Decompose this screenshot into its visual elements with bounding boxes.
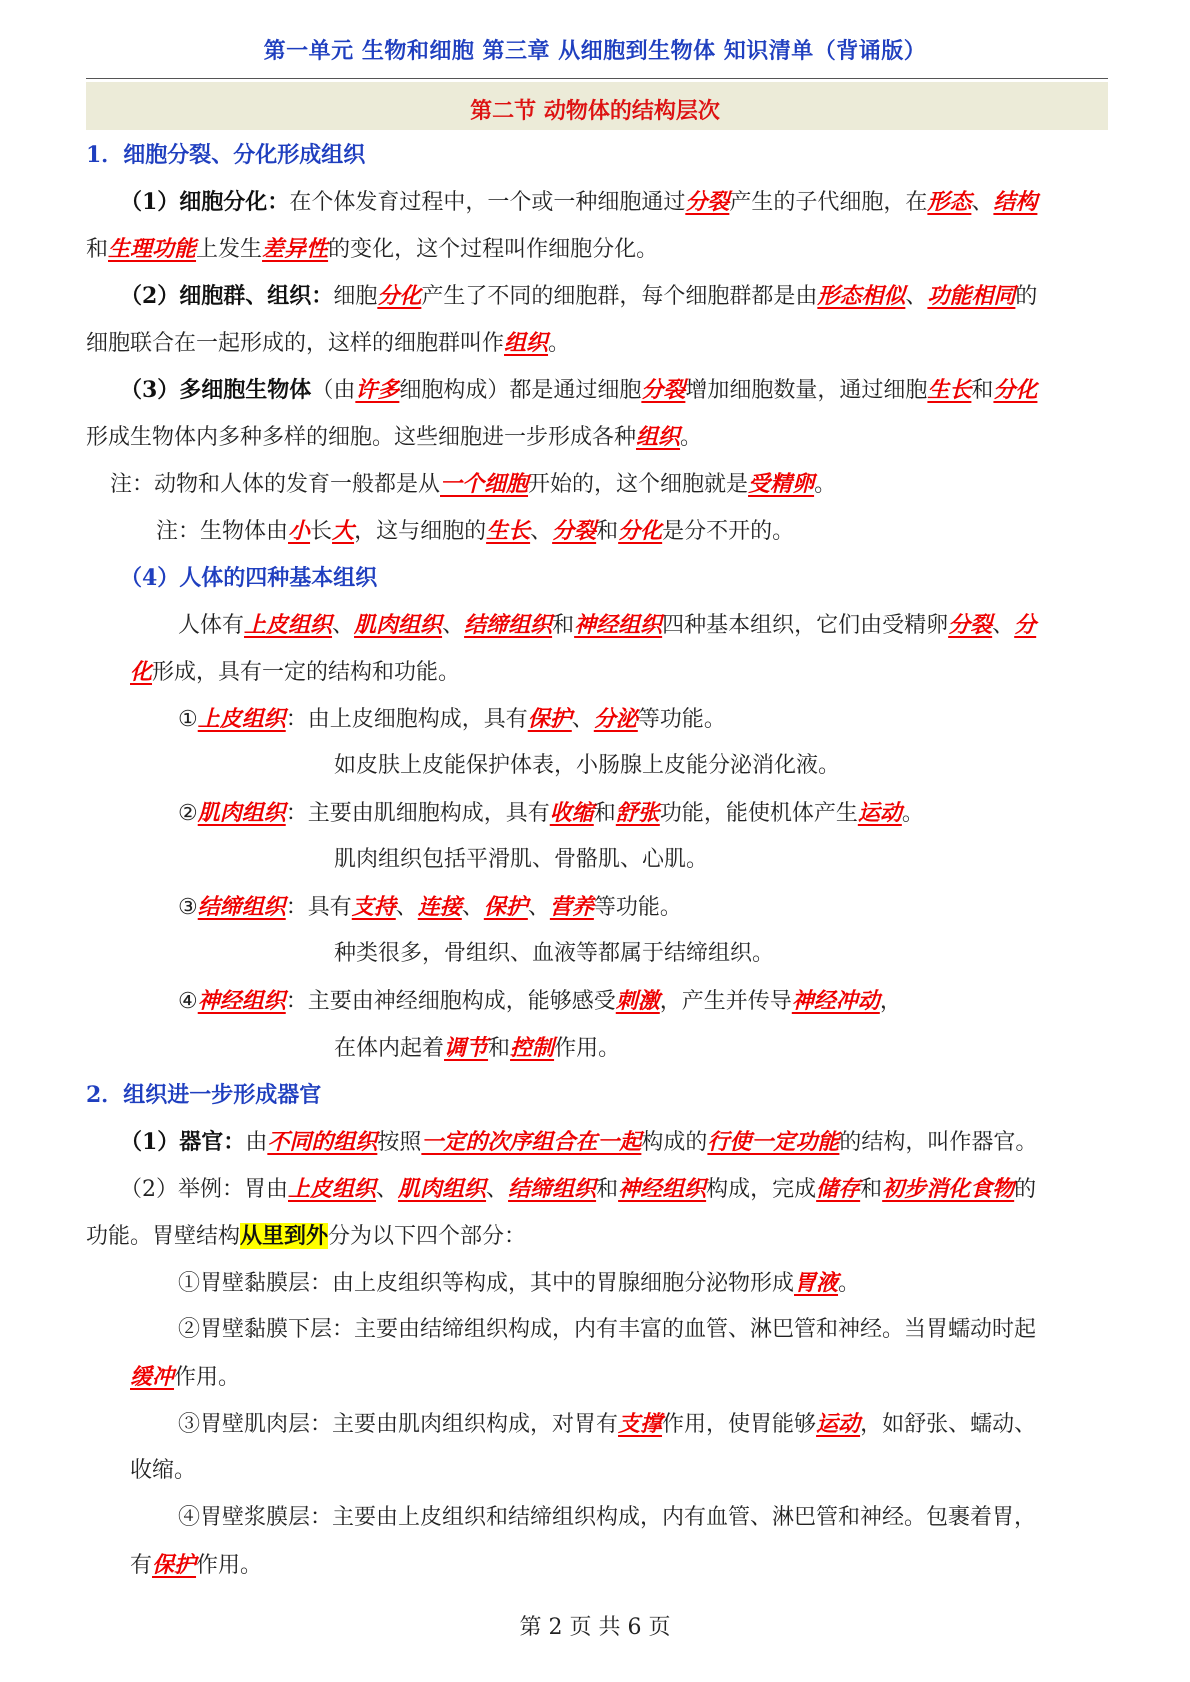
text-line bbox=[120, 187, 1037, 218]
text-line bbox=[110, 469, 836, 500]
key-term: 连接 bbox=[417, 894, 462, 920]
text-segment: 种类很多，骨组织、血液等都属于结缔组织。 bbox=[334, 941, 775, 966]
text-segment: 的 bbox=[1015, 284, 1038, 309]
key-term: 肌肉组织 bbox=[197, 800, 286, 826]
key-term: 神经冲动 bbox=[791, 988, 880, 1014]
text-line bbox=[178, 892, 682, 923]
key-term: 保护 bbox=[483, 894, 528, 920]
text-line bbox=[334, 751, 840, 781]
text-segment: 形成，具有一定的结构和功能。 bbox=[152, 660, 461, 685]
text-segment: 等功能。 bbox=[637, 707, 726, 732]
key-term: 胃液 bbox=[794, 1270, 839, 1296]
text-line bbox=[86, 234, 658, 265]
text-line bbox=[178, 986, 902, 1017]
text-segment: 的变化，这个过程叫作细胞分化。 bbox=[328, 237, 659, 262]
text-line bbox=[86, 140, 365, 170]
text-segment: 长 bbox=[310, 519, 333, 544]
text-segment: 收缩。 bbox=[130, 1458, 197, 1483]
text-segment: （2）举例：胃由 bbox=[120, 1177, 288, 1202]
highlighted-text: 从里到外 bbox=[240, 1223, 329, 1249]
text-segment: 功能，能使机体产生 bbox=[659, 801, 858, 826]
text-segment: 。 bbox=[901, 801, 924, 826]
key-term: 受精卵 bbox=[748, 471, 815, 497]
text-segment: 、 bbox=[486, 1177, 509, 1202]
text-segment: 分为以下四个部分： bbox=[328, 1224, 527, 1249]
key-term: 结缔组织 bbox=[197, 894, 286, 920]
text-line bbox=[178, 704, 726, 735]
text-segment: ③ bbox=[178, 895, 198, 920]
key-term: 分化 bbox=[618, 518, 663, 544]
text-segment: ：主要由神经细胞构成，能够感受 bbox=[285, 989, 616, 1014]
text-line bbox=[156, 516, 794, 547]
page-number: 第 2 页 共 6 页 bbox=[519, 1615, 671, 1640]
text-segment: 。 bbox=[814, 472, 837, 497]
key-term: 支持 bbox=[351, 894, 396, 920]
text-segment: 、 bbox=[530, 519, 553, 544]
text-line bbox=[178, 610, 1036, 641]
text-segment: 和 bbox=[596, 519, 619, 544]
text-line bbox=[178, 1503, 1036, 1533]
key-term: 初步消化食物 bbox=[882, 1176, 1015, 1202]
text-segment: 和 bbox=[971, 378, 994, 403]
text-segment: 在个体发育过程中，一个或一种细胞通过 bbox=[289, 190, 686, 215]
text-segment: 和 bbox=[593, 801, 616, 826]
text-segment: 和 bbox=[860, 1177, 883, 1202]
key-term: 调节 bbox=[444, 1035, 489, 1061]
text-segment: 的 bbox=[1014, 1177, 1037, 1202]
key-term: 分裂 bbox=[948, 612, 993, 638]
key-term: 一个细胞 bbox=[440, 471, 529, 497]
text-segment: ，产生并传导 bbox=[659, 989, 792, 1014]
text-segment: ：具有 bbox=[285, 895, 352, 920]
text-line bbox=[86, 422, 702, 453]
key-term: 小 bbox=[288, 518, 311, 544]
key-term: 运动 bbox=[816, 1411, 861, 1437]
bold-label: （3）多细胞生物体 bbox=[120, 377, 312, 403]
key-term: 分裂 bbox=[685, 189, 730, 215]
text-line bbox=[178, 798, 924, 829]
text-segment: 、 bbox=[571, 707, 594, 732]
key-term: 神经组织 bbox=[574, 612, 663, 638]
key-term: 刺激 bbox=[615, 988, 660, 1014]
bold-label: （1）器官： bbox=[120, 1129, 246, 1155]
text-segment: 细胞构成）都是通过细胞 bbox=[399, 378, 642, 403]
key-term: 差异性 bbox=[262, 236, 329, 262]
text-segment: 产生的子代细胞，在 bbox=[729, 190, 928, 215]
text-line bbox=[334, 845, 708, 875]
text-segment: 。 bbox=[680, 425, 703, 450]
key-term: 分化 bbox=[377, 283, 422, 309]
text-segment: 作用。 bbox=[196, 1553, 263, 1578]
text-segment: 注：生物体由 bbox=[156, 519, 289, 544]
text-line bbox=[120, 563, 377, 593]
text-segment: ③胃壁肌肉层：主要由肌肉组织构成，对胃有 bbox=[178, 1412, 619, 1437]
text-segment: 、 bbox=[527, 895, 550, 920]
text-segment: 作用，使胃能够 bbox=[662, 1412, 817, 1437]
key-term: 支撑 bbox=[618, 1411, 663, 1437]
text-segment: 开始的，这个细胞就是 bbox=[528, 472, 749, 497]
text-segment: 构成的 bbox=[641, 1130, 708, 1155]
text-segment: 、 bbox=[395, 895, 418, 920]
text-segment: 和 bbox=[86, 237, 109, 262]
key-term: 上皮组织 bbox=[288, 1176, 377, 1202]
key-term: 保护 bbox=[527, 706, 572, 732]
text-line bbox=[178, 1268, 860, 1299]
key-term: 形态相似 bbox=[817, 283, 906, 309]
text-line bbox=[120, 1174, 1036, 1205]
key-term: 分 bbox=[1014, 612, 1037, 638]
key-term: 运动 bbox=[857, 800, 902, 826]
key-term: 生理功能 bbox=[108, 236, 197, 262]
key-term: 结缔组织 bbox=[508, 1176, 597, 1202]
key-term: 控制 bbox=[510, 1035, 555, 1061]
key-term: 结缔组织 bbox=[464, 612, 553, 638]
text-segment: ① bbox=[178, 707, 198, 732]
key-term: 舒张 bbox=[615, 800, 660, 826]
text-line bbox=[130, 1456, 196, 1486]
text-segment: ，如舒张、蠕动、 bbox=[860, 1412, 1037, 1437]
text-segment: ④胃壁浆膜层：主要由上皮组织和结缔组织构成，内有血管、淋巴管和神经。包裹着胃， bbox=[178, 1505, 1037, 1530]
text-segment: 有 bbox=[130, 1553, 153, 1578]
text-segment: 上发生 bbox=[196, 237, 263, 262]
text-line bbox=[178, 1409, 1036, 1440]
text-segment: 注：动物和人体的发育一般都是从 bbox=[110, 472, 441, 497]
key-term: 组织 bbox=[504, 330, 549, 356]
text-segment: 功能。胃壁结构 bbox=[86, 1224, 241, 1249]
text-segment: 、 bbox=[376, 1177, 399, 1202]
text-segment: 产生了不同的细胞群，每个细胞群都是由 bbox=[421, 284, 818, 309]
text-segment: 构成，完成 bbox=[706, 1177, 817, 1202]
key-term: 分泌 bbox=[593, 706, 638, 732]
key-term: 营养 bbox=[549, 894, 594, 920]
key-term: 功能相同 bbox=[927, 283, 1016, 309]
text-segment: （4）人体的四种基本组织 bbox=[120, 565, 378, 591]
text-line bbox=[120, 281, 1037, 312]
key-term: 一定的次序组合在一起 bbox=[421, 1129, 642, 1155]
text-segment: 增加细胞数量，通过细胞 bbox=[685, 378, 928, 403]
text-segment: 作用。 bbox=[554, 1036, 621, 1061]
key-term: 组织 bbox=[636, 424, 681, 450]
text-line bbox=[86, 1221, 526, 1252]
text-segment: 。 bbox=[548, 331, 571, 356]
text-segment: 、 bbox=[442, 613, 465, 638]
text-line bbox=[334, 1033, 620, 1064]
text-line bbox=[130, 1550, 262, 1581]
key-term: 形态 bbox=[927, 189, 972, 215]
text-segment: 、 bbox=[971, 190, 994, 215]
text-segment: 、 bbox=[332, 613, 355, 638]
key-term: 分裂 bbox=[552, 518, 597, 544]
text-line bbox=[120, 1127, 1037, 1158]
header-divider bbox=[86, 78, 1108, 79]
text-segment: 和 bbox=[596, 1177, 619, 1202]
key-term: 许多 bbox=[355, 377, 400, 403]
key-term: 不同的组织 bbox=[267, 1129, 378, 1155]
key-term: 保护 bbox=[152, 1552, 197, 1578]
text-segment: 按照 bbox=[377, 1130, 422, 1155]
key-term: 大 bbox=[332, 518, 355, 544]
key-term: 肌肉组织 bbox=[354, 612, 443, 638]
text-segment: ， bbox=[879, 989, 902, 1014]
key-term: 行使一定功能 bbox=[707, 1129, 840, 1155]
text-segment: 如皮肤上皮能保护体表，小肠腺上皮能分泌消化液。 bbox=[334, 753, 841, 778]
text-segment: ：由上皮细胞构成，具有 bbox=[285, 707, 528, 732]
text-segment: ④ bbox=[178, 989, 198, 1014]
text-segment: 作用。 bbox=[174, 1365, 241, 1390]
key-term: 化 bbox=[130, 659, 153, 685]
text-segment: 细胞 bbox=[333, 284, 378, 309]
key-term: 分化 bbox=[993, 377, 1038, 403]
key-term: 生长 bbox=[486, 518, 531, 544]
key-term: 神经组织 bbox=[618, 1176, 707, 1202]
key-term: 结构 bbox=[993, 189, 1038, 215]
key-term: 神经组织 bbox=[197, 988, 286, 1014]
text-segment: 四种基本组织，它们由受精卵 bbox=[662, 613, 949, 638]
key-term: 缓冲 bbox=[130, 1364, 175, 1390]
text-line bbox=[86, 1080, 321, 1110]
text-line bbox=[86, 328, 570, 359]
text-segment: ② bbox=[178, 801, 198, 826]
text-segment: 在体内起着 bbox=[334, 1036, 445, 1061]
text-segment: 由 bbox=[245, 1130, 268, 1155]
text-line bbox=[120, 375, 1037, 406]
text-segment: 2．组织进一步形成器官 bbox=[86, 1082, 322, 1108]
text-segment: 等功能。 bbox=[593, 895, 682, 920]
key-term: 肌肉组织 bbox=[398, 1176, 487, 1202]
text-segment: 。 bbox=[838, 1271, 861, 1296]
text-line bbox=[178, 1315, 1036, 1345]
text-segment: 、 bbox=[461, 895, 484, 920]
text-segment: 、 bbox=[905, 284, 928, 309]
text-segment: 的结构，叫作器官。 bbox=[839, 1130, 1038, 1155]
text-segment: ，这与细胞的 bbox=[354, 519, 487, 544]
key-term: 生长 bbox=[927, 377, 972, 403]
text-segment: 肌肉组织包括平滑肌、骨骼肌、心肌。 bbox=[334, 847, 709, 872]
text-segment: ②胃壁黏膜下层：主要由结缔组织构成，内有丰富的血管、淋巴管和神经。当胃蠕动时起 bbox=[178, 1317, 1037, 1342]
text-segment: （由 bbox=[311, 378, 356, 403]
key-term: 上皮组织 bbox=[244, 612, 333, 638]
bold-label: （2）细胞群、组织： bbox=[120, 283, 334, 309]
text-segment: 和 bbox=[552, 613, 575, 638]
text-segment: 细胞联合在一起形成的，这样的细胞群叫作 bbox=[86, 331, 505, 356]
section-title: 第二节 动物体的结构层次 bbox=[470, 98, 720, 124]
key-term: 分裂 bbox=[641, 377, 686, 403]
key-term: 收缩 bbox=[549, 800, 594, 826]
text-segment: ①胃壁黏膜层：由上皮组织等构成，其中的胃腺细胞分泌物形成 bbox=[178, 1271, 795, 1296]
text-segment: 是分不开的。 bbox=[662, 519, 795, 544]
text-segment: 、 bbox=[992, 613, 1015, 638]
text-line bbox=[130, 1362, 240, 1393]
text-line bbox=[334, 939, 774, 969]
key-term: 上皮组织 bbox=[197, 706, 286, 732]
page-header-title: 第一单元 生物和细胞 第三章 从细胞到生物体 知识清单（背诵版） bbox=[263, 38, 927, 64]
text-segment: 和 bbox=[488, 1036, 511, 1061]
text-segment: 人体有 bbox=[178, 613, 245, 638]
text-line bbox=[130, 657, 460, 688]
text-segment: 1．细胞分裂、分化形成组织 bbox=[86, 142, 366, 168]
text-segment: 形成生物体内多种多样的细胞。这些细胞进一步形成各种 bbox=[86, 425, 637, 450]
bold-label: （1）细胞分化： bbox=[120, 189, 290, 215]
text-segment: ：主要由肌细胞构成，具有 bbox=[285, 801, 550, 826]
key-term: 储存 bbox=[816, 1176, 861, 1202]
